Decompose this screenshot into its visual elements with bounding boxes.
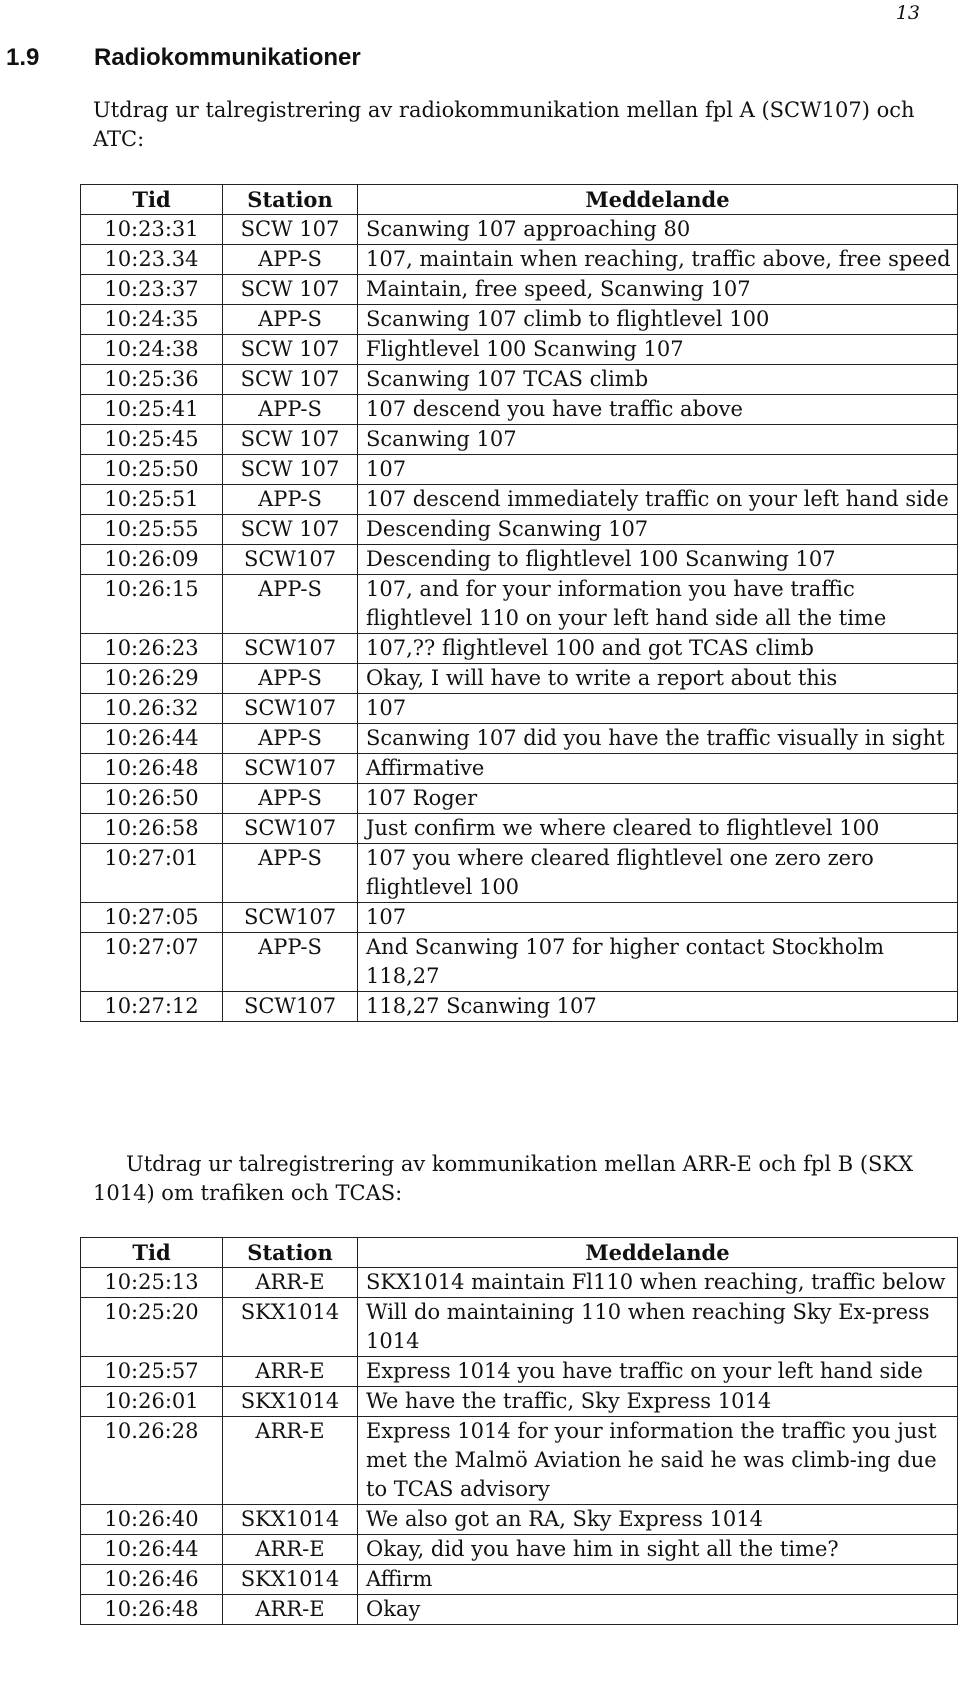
table-row xyxy=(81,754,958,784)
table-row xyxy=(81,903,958,933)
cell-station: APP-S xyxy=(223,305,358,335)
cell-message: 107 descend immediately traffic on your left hand side xyxy=(358,485,958,515)
cell-time: 10:26:09 xyxy=(81,545,223,575)
cell-station: SCW107 xyxy=(223,694,358,724)
cell-message: 107 xyxy=(358,455,958,485)
cell-time: 10:26:44 xyxy=(81,1535,223,1565)
cell-message: 107 Roger xyxy=(358,784,958,814)
cell-time: 10:26:23 xyxy=(81,634,223,664)
cell-message: Will do maintaining 110 when reaching Sky Ex-press 1014 xyxy=(358,1298,958,1357)
cell-message: Affirmative xyxy=(358,754,958,784)
section-number: 1.9 xyxy=(6,44,40,71)
column-header-station: Station xyxy=(223,1238,358,1268)
column-header-meddelande: Meddelande xyxy=(358,185,958,215)
cell-message: Just confirm we where cleared to flightlevel 100 xyxy=(358,814,958,844)
cell-message: 107 xyxy=(358,903,958,933)
cell-message: Scanwing 107 xyxy=(358,425,958,455)
cell-station: APP-S xyxy=(223,485,358,515)
cell-time: 10:26:29 xyxy=(81,664,223,694)
cell-station: SKX1014 xyxy=(223,1298,358,1357)
cell-message: Flightlevel 100 Scanwing 107 xyxy=(358,335,958,365)
cell-message: 107, maintain when reaching, traffic above, free speed xyxy=(358,245,958,275)
table-row xyxy=(81,335,958,365)
cell-message: We also got an RA, Sky Express 1014 xyxy=(358,1505,958,1535)
cell-message: Maintain, free speed, Scanwing 107 xyxy=(358,275,958,305)
table-row xyxy=(81,1298,958,1357)
cell-time: 10:26:58 xyxy=(81,814,223,844)
table-row xyxy=(81,395,958,425)
cell-station: SCW 107 xyxy=(223,215,358,245)
cell-station: APP-S xyxy=(223,395,358,425)
table-header-row xyxy=(81,1238,958,1268)
cell-time: 10:25:41 xyxy=(81,395,223,425)
table-row xyxy=(81,425,958,455)
cell-time: 10.26:28 xyxy=(81,1417,223,1505)
radio-log-table-1 xyxy=(80,184,958,1022)
cell-message: Affirm xyxy=(358,1565,958,1595)
cell-station: SCW107 xyxy=(223,814,358,844)
cell-station: SCW107 xyxy=(223,754,358,784)
cell-message: 118,27 Scanwing 107 xyxy=(358,992,958,1022)
cell-station: APP-S xyxy=(223,575,358,634)
cell-time: 10:25:51 xyxy=(81,485,223,515)
table-row xyxy=(81,245,958,275)
cell-time: 10:26:46 xyxy=(81,1565,223,1595)
radio-log-table-2 xyxy=(80,1237,958,1625)
cell-station: APP-S xyxy=(223,844,358,903)
table-row xyxy=(81,485,958,515)
cell-message: Express 1014 for your information the traffic you just met the Malmö Aviation he said he was climb-ing due to TCAS advisory xyxy=(358,1417,958,1505)
cell-time: 10:26:15 xyxy=(81,575,223,634)
cell-message: Okay xyxy=(358,1595,958,1625)
cell-station: SCW107 xyxy=(223,992,358,1022)
cell-message: Okay, I will have to write a report about this xyxy=(358,664,958,694)
cell-time: 10:23:31 xyxy=(81,215,223,245)
cell-time: 10:27:07 xyxy=(81,933,223,992)
intro-paragraph-1: Utdrag ur talregistrering av radiokommunikation mellan fpl A (SCW107) och ATC: xyxy=(93,98,915,151)
cell-time: 10:26:48 xyxy=(81,1595,223,1625)
cell-message: 107 xyxy=(358,694,958,724)
cell-time: 10:26:01 xyxy=(81,1387,223,1417)
cell-message: 107 you where cleared flightlevel one zero zero flightlevel 100 xyxy=(358,844,958,903)
cell-message: Scanwing 107 did you have the traffic visually in sight xyxy=(358,724,958,754)
cell-time: 10:26:44 xyxy=(81,724,223,754)
table-row xyxy=(81,1535,958,1565)
table-row xyxy=(81,844,958,903)
cell-time: 10:27:05 xyxy=(81,903,223,933)
cell-time: 10:23.34 xyxy=(81,245,223,275)
table-row xyxy=(81,694,958,724)
cell-time: 10:25:50 xyxy=(81,455,223,485)
table-row xyxy=(81,215,958,245)
table-row xyxy=(81,664,958,694)
cell-station: SKX1014 xyxy=(223,1565,358,1595)
table-row xyxy=(81,814,958,844)
cell-time: 10:25:55 xyxy=(81,515,223,545)
table-row xyxy=(81,1357,958,1387)
table-row xyxy=(81,1268,958,1298)
cell-station: SCW107 xyxy=(223,545,358,575)
table-body-1 xyxy=(81,215,958,1022)
column-header-tid: Tid xyxy=(81,1238,223,1268)
cell-message: And Scanwing 107 for higher contact Stockholm 118,27 xyxy=(358,933,958,992)
cell-station: APP-S xyxy=(223,724,358,754)
cell-station: APP-S xyxy=(223,933,358,992)
cell-station: SCW 107 xyxy=(223,425,358,455)
table-row xyxy=(81,515,958,545)
table-row xyxy=(81,992,958,1022)
table-row xyxy=(81,305,958,335)
cell-station: APP-S xyxy=(223,784,358,814)
table-header-row xyxy=(81,185,958,215)
cell-message: Scanwing 107 climb to flightlevel 100 xyxy=(358,305,958,335)
cell-station: SCW 107 xyxy=(223,455,358,485)
column-header-meddelande: Meddelande xyxy=(358,1238,958,1268)
table-row xyxy=(81,784,958,814)
cell-message: 107 descend you have traffic above xyxy=(358,395,958,425)
cell-time: 10:27:01 xyxy=(81,844,223,903)
cell-station: SKX1014 xyxy=(223,1505,358,1535)
cell-message: 107,?? flightlevel 100 and got TCAS climb xyxy=(358,634,958,664)
cell-time: 10:23:37 xyxy=(81,275,223,305)
page-number: 13 xyxy=(895,2,920,24)
cell-message: SKX1014 maintain Fl110 when reaching, traffic below xyxy=(358,1268,958,1298)
table-row xyxy=(81,933,958,992)
cell-message: Okay, did you have him in sight all the time? xyxy=(358,1535,958,1565)
cell-station: APP-S xyxy=(223,245,358,275)
cell-message: Scanwing 107 approaching 80 xyxy=(358,215,958,245)
column-header-station: Station xyxy=(223,185,358,215)
cell-station: ARR-E xyxy=(223,1357,358,1387)
cell-station: ARR-E xyxy=(223,1268,358,1298)
cell-time: 10:26:48 xyxy=(81,754,223,784)
table-row xyxy=(81,1505,958,1535)
cell-station: APP-S xyxy=(223,664,358,694)
cell-station: ARR-E xyxy=(223,1595,358,1625)
cell-time: 10:26:50 xyxy=(81,784,223,814)
section-title: Radiokommunikationer xyxy=(94,44,361,71)
table-row xyxy=(81,455,958,485)
column-header-tid: Tid xyxy=(81,185,223,215)
cell-station: ARR-E xyxy=(223,1417,358,1505)
cell-message: Descending to flightlevel 100 Scanwing 107 xyxy=(358,545,958,575)
cell-station: SCW 107 xyxy=(223,275,358,305)
cell-time: 10:25:13 xyxy=(81,1268,223,1298)
cell-message: Scanwing 107 TCAS climb xyxy=(358,365,958,395)
table-row xyxy=(81,545,958,575)
table-row xyxy=(81,724,958,754)
cell-time: 10:25:36 xyxy=(81,365,223,395)
cell-station: SKX1014 xyxy=(223,1387,358,1417)
cell-station: SCW107 xyxy=(223,903,358,933)
intro-paragraph-2: Utdrag ur talregistrering av kommunikation mellan ARR-E och fpl B (SKX 1014) om trafiken och TCAS: xyxy=(93,1152,914,1205)
cell-station: SCW107 xyxy=(223,634,358,664)
cell-message: Descending Scanwing 107 xyxy=(358,515,958,545)
table-row xyxy=(81,1387,958,1417)
cell-station: SCW 107 xyxy=(223,515,358,545)
table-row xyxy=(81,1595,958,1625)
cell-time: 10:25:45 xyxy=(81,425,223,455)
cell-message: 107, and for your information you have traffic flightlevel 110 on your left hand side all the time xyxy=(358,575,958,634)
table-row xyxy=(81,634,958,664)
table-row xyxy=(81,575,958,634)
table-row xyxy=(81,275,958,305)
cell-time: 10:24:38 xyxy=(81,335,223,365)
table-row xyxy=(81,1417,958,1505)
cell-time: 10:26:40 xyxy=(81,1505,223,1535)
table-body-2 xyxy=(81,1268,958,1625)
section-heading xyxy=(6,44,361,72)
cell-station: SCW 107 xyxy=(223,335,358,365)
cell-time: 10:25:57 xyxy=(81,1357,223,1387)
cell-time: 10.26:32 xyxy=(81,694,223,724)
cell-station: ARR-E xyxy=(223,1535,358,1565)
cell-time: 10:27:12 xyxy=(81,992,223,1022)
table-row xyxy=(81,1565,958,1595)
table-row xyxy=(81,365,958,395)
cell-time: 10:24:35 xyxy=(81,305,223,335)
cell-message: We have the traffic, Sky Express 1014 xyxy=(358,1387,958,1417)
cell-message: Express 1014 you have traffic on your left hand side xyxy=(358,1357,958,1387)
cell-time: 10:25:20 xyxy=(81,1298,223,1357)
cell-station: SCW 107 xyxy=(223,365,358,395)
